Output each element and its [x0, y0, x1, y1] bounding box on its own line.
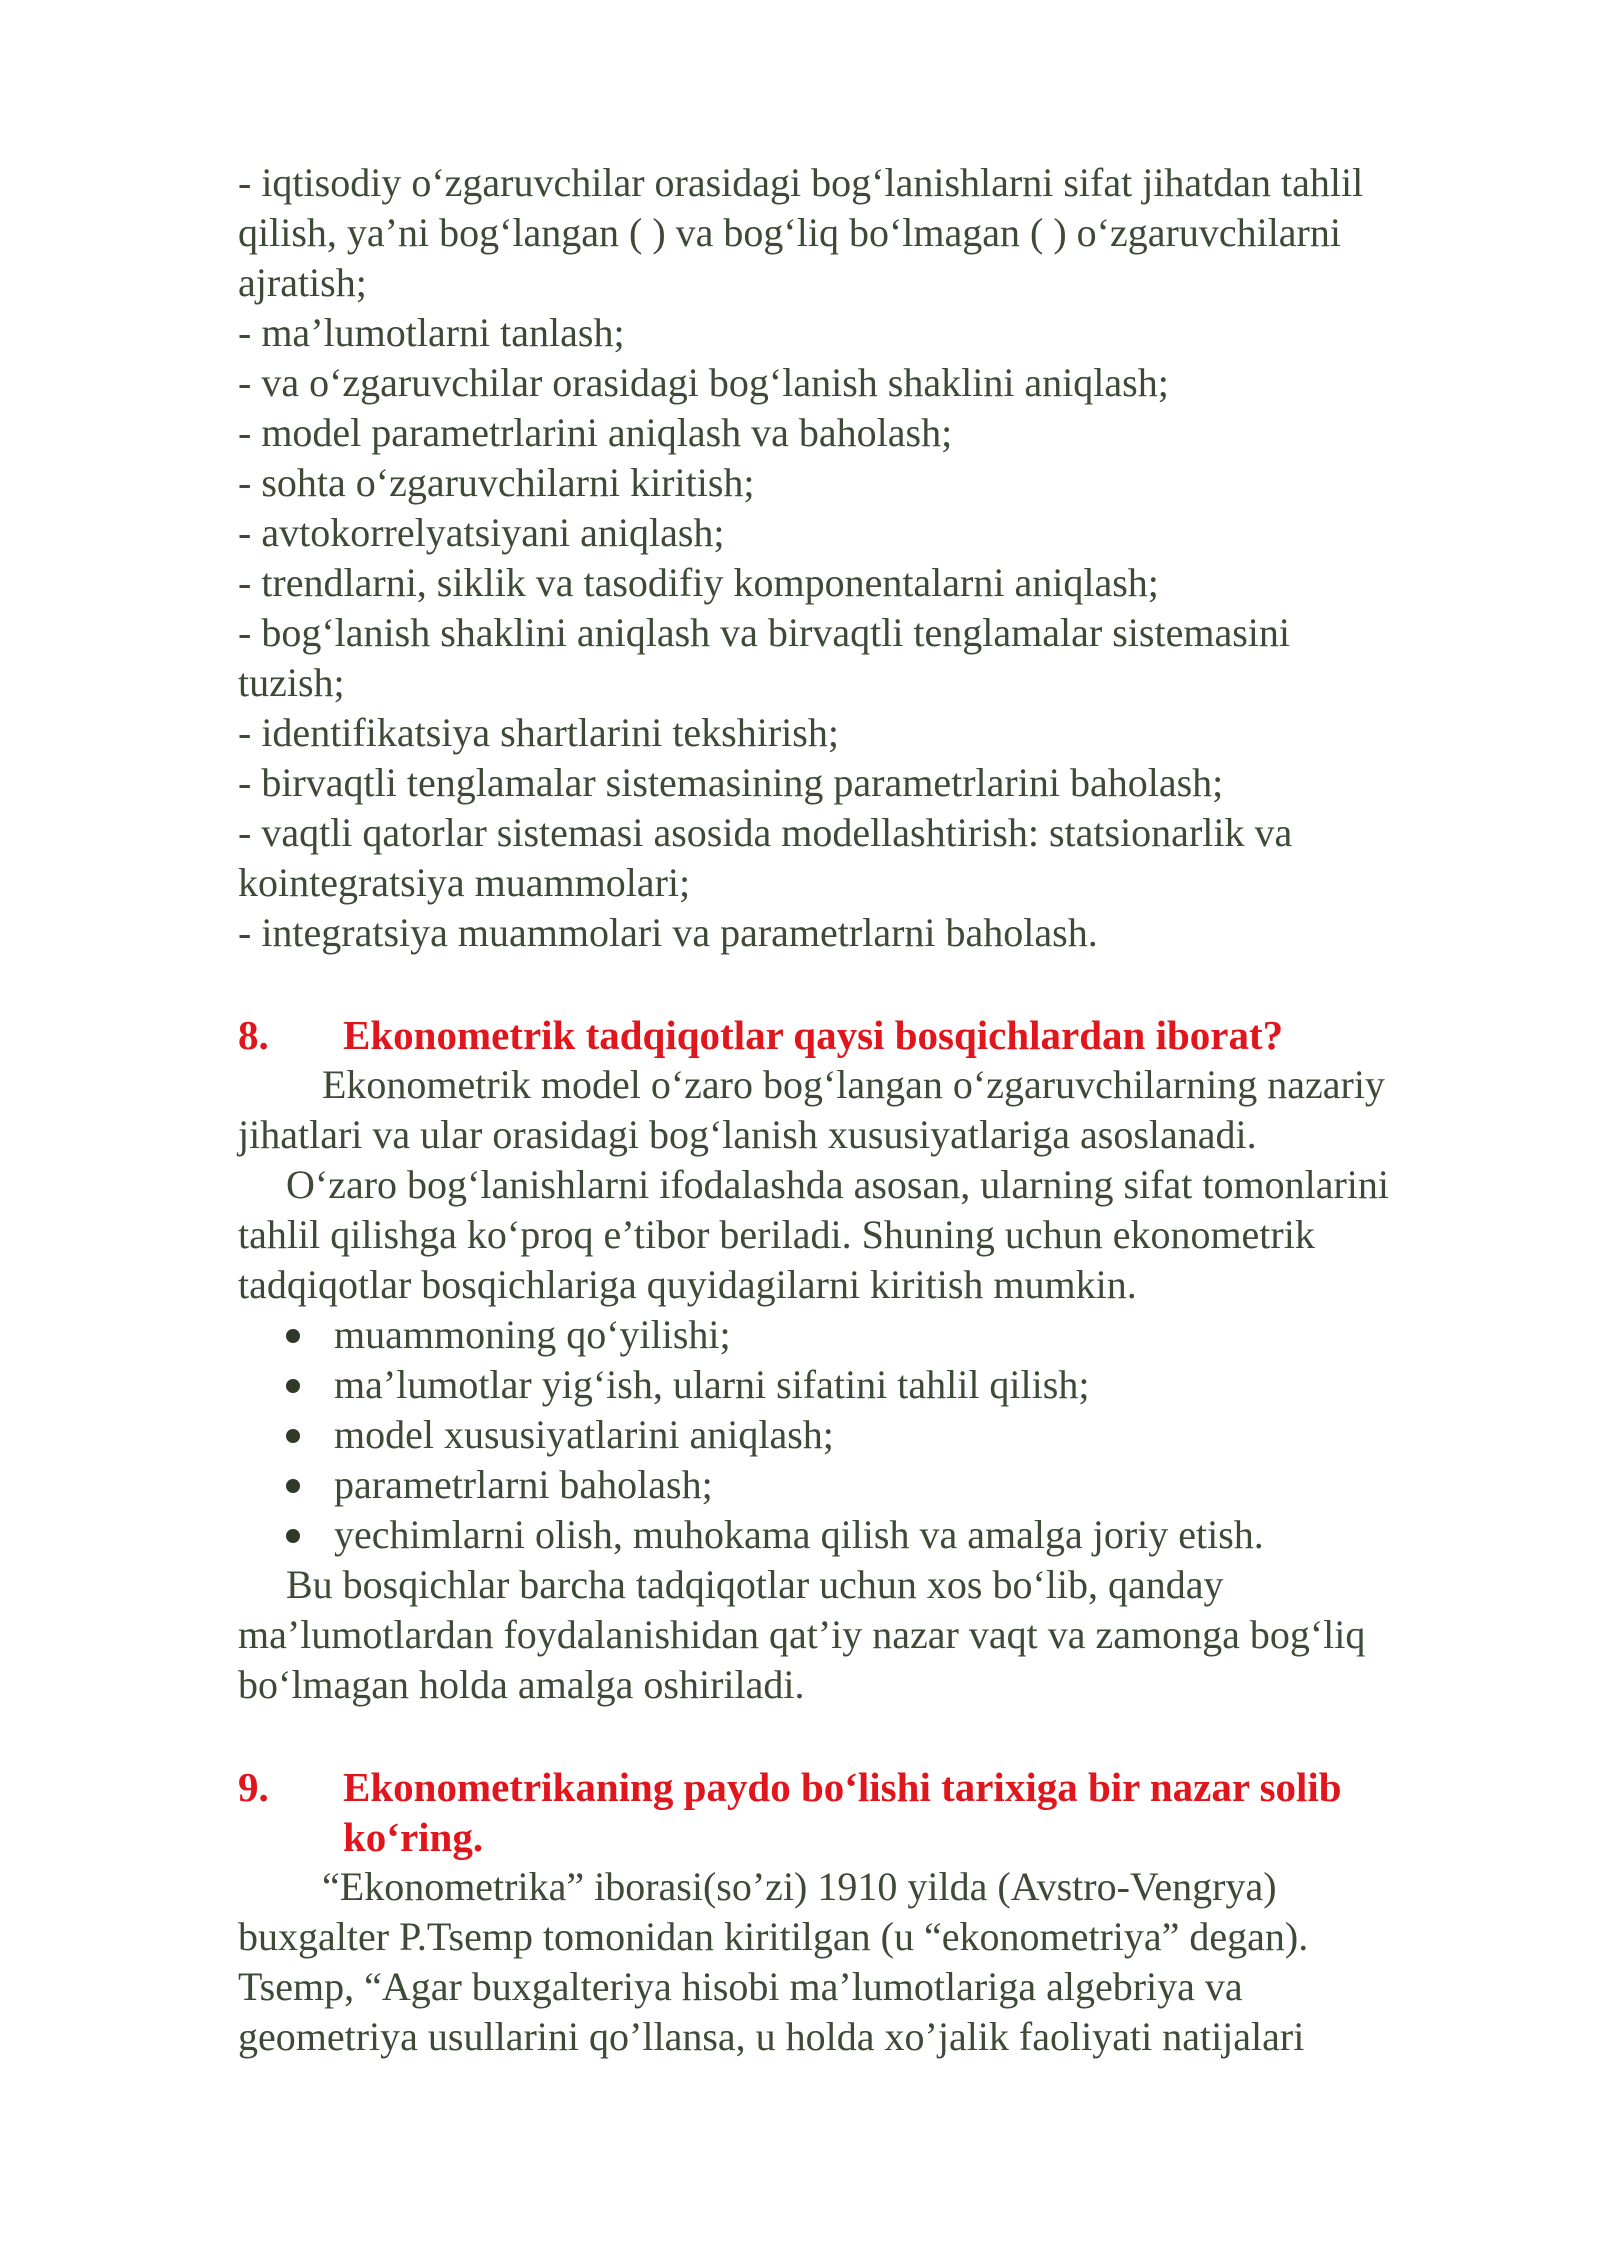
- list-item: - model parametrlarini aniqlash va baholash;: [238, 410, 953, 455]
- bullet-item: [238, 1460, 1488, 1510]
- bullet-icon: [286, 1429, 300, 1443]
- paragraph-line: geometriya usullarini qo’llansa, u holda xo’jalik faoliyati natijalari: [238, 2014, 1305, 2059]
- paragraph-line: Bu bosqichlar barcha tadqiqotlar uchun xos bo‘lib, qanday: [286, 1562, 1224, 1607]
- section-8-paragraph-2: [238, 1160, 1488, 1310]
- intro-list: [238, 158, 1488, 958]
- bullet-item: [238, 1410, 1488, 1460]
- list-item: ajratish;: [238, 260, 367, 305]
- list-item: - bog‘lanish shaklini aniqlash va birvaqtli tenglamalar sistemasini: [238, 610, 1290, 655]
- list-item: qilish, ya’ni bog‘langan ( ) va bog‘liq bo‘lmagan ( ) o‘zgaruvchilarni: [238, 210, 1341, 255]
- paragraph-line: “Ekonometrika” iborasi(so’zi) 1910 yilda (Avstro-Vengrya): [322, 1864, 1277, 1909]
- bullet-text: muammoning qo‘yilishi;: [334, 1312, 731, 1357]
- bullet-text: yechimlarni olish, muhokama qilish va amalga joriy etish.: [334, 1512, 1264, 1557]
- paragraph-line: bo‘lmagan holda amalga oshiriladi.: [238, 1662, 805, 1707]
- document-page: [238, 158, 1488, 2062]
- list-item: - avtokorrelyatsiyani aniqlash;: [238, 510, 725, 555]
- bullet-text: model xususiyatlarini aniqlash;: [334, 1412, 834, 1457]
- section-number: 8.: [238, 1012, 269, 1058]
- list-item: kointegratsiya muammolari;: [238, 860, 691, 905]
- list-item: - trendlarni, siklik va tasodifiy komponentalarni aniqlash;: [238, 560, 1159, 605]
- bullet-text: ma’lumotlar yig‘ish, ularni sifatini tahlil qilish;: [334, 1362, 1090, 1407]
- paragraph-line: tadqiqotlar bosqichlariga quyidagilarni kiritish mumkin.: [238, 1262, 1137, 1307]
- list-item: - birvaqtli tenglamalar sistemasining parametrlarini baholash;: [238, 760, 1224, 805]
- paragraph-line: ma’lumotlardan foydalanishidan qat’iy nazar vaqt va zamonga bog‘liq: [238, 1612, 1366, 1657]
- bullet-icon: [286, 1379, 300, 1393]
- section-title: Ekonometrik tadqiqotlar qaysi bosqichlardan iborat?: [343, 1012, 1284, 1058]
- bullet-item: [238, 1510, 1488, 1560]
- paragraph-line: Tsemp, “Agar buxgalteriya hisobi ma’lumotlariga algebriya va: [238, 1964, 1243, 2009]
- list-item: tuzish;: [238, 660, 345, 705]
- list-item: - vaqtli qatorlar sistemasi asosida modellashtirish: statsionarlik va: [238, 810, 1293, 855]
- bullet-icon: [286, 1479, 300, 1493]
- list-item: - ma’lumotlarni tanlash;: [238, 310, 625, 355]
- section-8-heading: [238, 1010, 1488, 1060]
- bullet-icon: [286, 1329, 300, 1343]
- section-number: 9.: [238, 1764, 269, 1810]
- paragraph-line: jihatlari va ular orasidagi bog‘lanish xususiyatlariga asoslanadi.: [238, 1112, 1257, 1157]
- list-item: - integratsiya muammolari va parametrlarni baholash.: [238, 910, 1098, 955]
- bullet-icon: [286, 1529, 300, 1543]
- paragraph-line: O‘zaro bog‘lanishlarni ifodalashda asosan, ularning sifat tomonlarini: [286, 1162, 1390, 1207]
- section-9-heading: [238, 1762, 1488, 1812]
- bullet-item: [238, 1360, 1488, 1410]
- list-item: - identifikatsiya shartlarini tekshirish;: [238, 710, 839, 755]
- section-9-heading-continued: [238, 1812, 1488, 1862]
- paragraph-line: buxgalter P.Tsemp tomonidan kiritilgan (u “ekonometriya” degan).: [238, 1914, 1309, 1959]
- section-8-bullet-list: [238, 1310, 1488, 1560]
- paragraph-line: Ekonometrik model o‘zaro bog‘langan o‘zgaruvchilarning nazariy: [322, 1062, 1385, 1107]
- bullet-text: parametrlarni baholash;: [334, 1462, 713, 1507]
- section-9-paragraph-1: [238, 1862, 1488, 2062]
- list-item: - va o‘zgaruvchilar orasidagi bog‘lanish shaklini aniqlash;: [238, 360, 1169, 405]
- paragraph-line: tahlil qilishga ko‘proq e’tibor beriladi. Shuning uchun ekonometrik: [238, 1212, 1315, 1257]
- section-8-paragraph-3: [238, 1560, 1488, 1710]
- section-8-paragraph-1: [238, 1060, 1488, 1160]
- section-title: ko‘ring.: [343, 1814, 484, 1860]
- bullet-item: [238, 1310, 1488, 1360]
- list-item: - sohta o‘zgaruvchilarni kiritish;: [238, 460, 755, 505]
- list-item: - iqtisodiy o‘zgaruvchilar orasidagi bog‘lanishlarni sifat jihatdan tahlil: [238, 160, 1364, 205]
- section-title: Ekonometrikaning paydo bo‘lishi tarixiga bir nazar solib: [343, 1764, 1342, 1810]
